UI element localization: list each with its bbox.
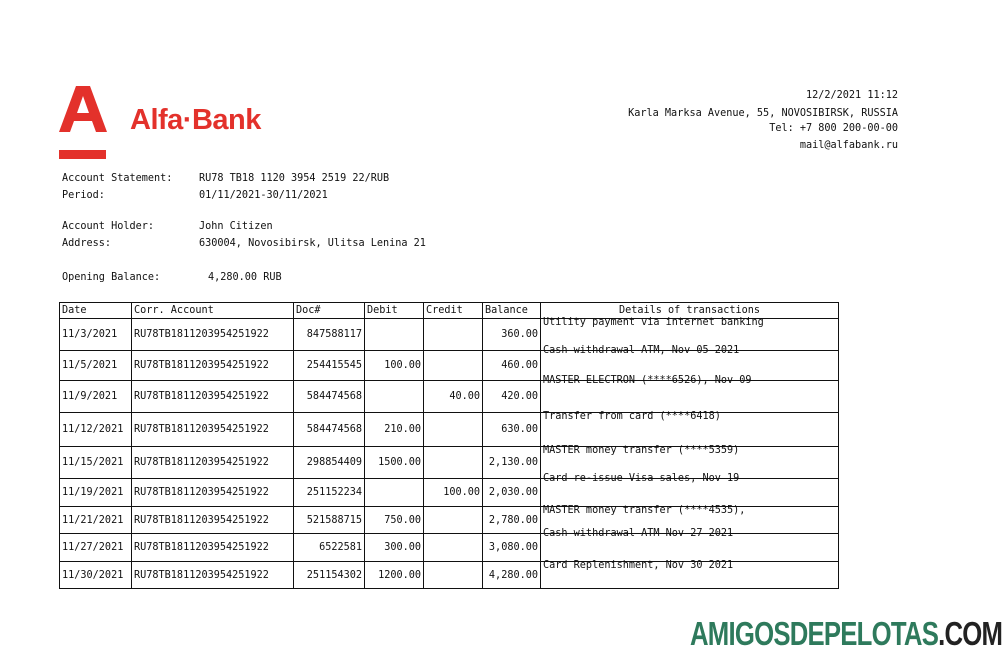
details-text: Cash withdrawal ATM Nov 27 2021 <box>543 528 734 539</box>
cell-balance: 2,130.00 <box>483 447 541 479</box>
cell-corr-account: RU78TB1811203954251922 <box>132 447 294 479</box>
col-doc: Doc# <box>294 303 365 319</box>
cell-details <box>541 562 839 589</box>
cell-debit: 1500.00 <box>365 447 424 479</box>
holder-value: John Citizen <box>199 221 273 232</box>
cell-debit <box>365 319 424 351</box>
cell-debit <box>365 479 424 507</box>
cell-credit <box>424 447 483 479</box>
cell-debit: 300.00 <box>365 534 424 562</box>
cell-credit: 40.00 <box>424 381 483 413</box>
cell-date: 11/5/2021 <box>60 351 132 381</box>
watermark <box>690 615 1002 653</box>
cell-doc-number: 847588117 <box>294 319 365 351</box>
cell-details <box>541 375 839 413</box>
cell-debit: 210.00 <box>365 413 424 447</box>
cell-date: 11/3/2021 <box>60 319 132 351</box>
address-value: 630004, Novosibirsk, Ulitsa Lenina 21 <box>199 238 426 249</box>
table-row <box>60 479 839 507</box>
details-text: Utility payment via internet banking <box>543 317 764 328</box>
cell-date: 11/30/2021 <box>60 562 132 589</box>
cell-credit <box>424 507 483 534</box>
cell-balance: 420.00 <box>483 381 541 413</box>
table-row <box>60 381 839 413</box>
cell-corr-account: RU78TB1811203954251922 <box>132 319 294 351</box>
watermark-main: AMIGOSDEPELOTAS <box>690 615 939 652</box>
cell-credit <box>424 534 483 562</box>
statement-value: RU78 TB18 1120 3954 2519 22/RUB <box>199 173 390 184</box>
bank-email: mail@alfabank.ru <box>799 140 898 151</box>
cell-corr-account: RU78TB1811203954251922 <box>132 479 294 507</box>
cell-debit: 100.00 <box>365 351 424 381</box>
cell-date: 11/27/2021 <box>60 534 132 562</box>
cell-doc-number: 298854409 <box>294 447 365 479</box>
opening-balance-label: Opening Balance: <box>62 272 161 283</box>
cell-doc-number: 584474568 <box>294 381 365 413</box>
cell-doc-number: 251152234 <box>294 479 365 507</box>
address-label: Address: <box>62 238 112 249</box>
col-credit: Credit <box>424 303 483 319</box>
cell-balance: 2,780.00 <box>483 507 541 534</box>
cell-credit: 100.00 <box>424 479 483 507</box>
cell-credit <box>424 413 483 447</box>
transactions-table <box>59 302 839 589</box>
holder-label: Account Holder: <box>62 221 155 232</box>
col-debit: Debit <box>365 303 424 319</box>
cell-corr-account: RU78TB1811203954251922 <box>132 381 294 413</box>
cell-details <box>541 413 839 447</box>
cell-corr-account: RU78TB1811203954251922 <box>132 562 294 589</box>
cell-balance: 4,280.00 <box>483 562 541 589</box>
opening-balance-value: 4,280.00 RUB <box>208 272 282 283</box>
cell-date: 11/12/2021 <box>60 413 132 447</box>
cell-debit <box>365 381 424 413</box>
cell-balance: 360.00 <box>483 319 541 351</box>
details-text: Cash withdrawal ATM, Nov 05 2021 <box>543 345 740 356</box>
cell-date: 11/15/2021 <box>60 447 132 479</box>
table-row <box>60 534 839 562</box>
brand-name: Alfa·Bank <box>130 104 261 136</box>
col-details: Details of transactions <box>541 303 839 319</box>
cell-credit <box>424 562 483 589</box>
alfa-logo-icon <box>59 86 107 160</box>
cell-doc-number: 584474568 <box>294 413 365 447</box>
cell-doc-number: 6522581 <box>294 534 365 562</box>
details-text: Card Replenishment, Nov 30 2021 <box>543 560 734 571</box>
cell-balance: 630.00 <box>483 413 541 447</box>
cell-date: 11/19/2021 <box>60 479 132 507</box>
table-row <box>60 413 839 447</box>
cell-doc-number: 254415545 <box>294 351 365 381</box>
bank-address: Karla Marksa Avenue, 55, NOVOSIBIRSK, RUSSIA <box>628 108 898 119</box>
period-value: 01/11/2021-30/11/2021 <box>199 190 328 201</box>
statement-datetime: 12/2/2021 11:12 <box>805 90 898 101</box>
cell-corr-account: RU78TB1811203954251922 <box>132 351 294 381</box>
cell-balance: 460.00 <box>483 351 541 381</box>
details-text: MASTER ELECTRON (****6526), Nov 09 <box>543 375 752 386</box>
cell-details <box>541 528 839 562</box>
details-text: Transfer from card (****6418) <box>543 411 721 422</box>
cell-date: 11/21/2021 <box>60 507 132 534</box>
cell-details <box>541 473 839 507</box>
details-text: Card re-issue Visa sales, Nov 19 <box>543 473 740 484</box>
col-date: Date <box>60 303 132 319</box>
details-text: MASTER money transfer (****4535), <box>543 505 746 516</box>
cell-credit <box>424 319 483 351</box>
cell-doc-number: 251154302 <box>294 562 365 589</box>
cell-balance: 3,080.00 <box>483 534 541 562</box>
bank-phone: Tel: +7 800 200-00-00 <box>769 123 898 134</box>
cell-doc-number: 521588715 <box>294 507 365 534</box>
cell-credit <box>424 351 483 381</box>
details-text: MASTER money transfer (****5359) <box>543 445 740 456</box>
col-balance: Balance <box>483 303 541 319</box>
cell-corr-account: RU78TB1811203954251922 <box>132 534 294 562</box>
cell-debit: 1200.00 <box>365 562 424 589</box>
col-corr-account: Corr. Account <box>132 303 294 319</box>
table-row <box>60 562 839 589</box>
cell-date: 11/9/2021 <box>60 381 132 413</box>
cell-debit: 750.00 <box>365 507 424 534</box>
period-label: Period: <box>62 190 105 201</box>
cell-corr-account: RU78TB1811203954251922 <box>132 413 294 447</box>
statement-label: Account Statement: <box>62 173 173 184</box>
cell-balance: 2,030.00 <box>483 479 541 507</box>
watermark-suffix: .COM <box>938 615 1002 652</box>
cell-corr-account: RU78TB1811203954251922 <box>132 507 294 534</box>
